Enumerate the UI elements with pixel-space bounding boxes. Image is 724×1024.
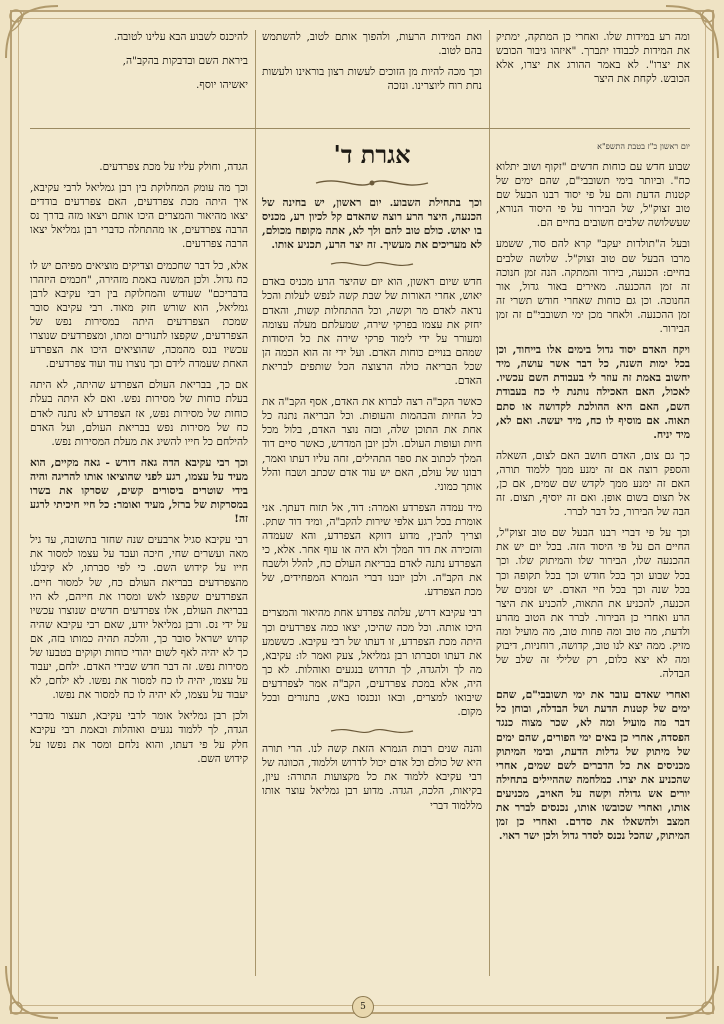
paragraph: ומה רע במידות שלו. ואחרי כן המתקה, ימתיק את המידות לכבודו יתברך. "איזהו גיבור הכובש את יצרו". לא באמר ההורג את יצרו, אלא הכובש. לקחת את היצר — [496, 31, 690, 86]
paragraph-emphasis: וכך בתחילת השבוע. יום ראשון, יש בחינה של הכנעה, היצר הרע רוצה שהאדם קל לכיון רע, מכניס בו יאוש. כולם טוב להם ולך לא, אתה מקופח מכולם, לא מעריכים את מעשיך. זה יצר הרע, תכניע אותו. — [262, 197, 482, 252]
column-middle — [262, 196, 482, 980]
paragraph: כך גם צום, האדם חושב האם לצום, השאלה והספק רוצה אם זה ימנע ממך ללמוד תורה, האם זה ימנע ממך לקדש שם שמים, אם כן, אל תצום בשום אופן. ואם זה יוסיף, תצום. זה הבה של הבירור, כל דבר לברר. — [496, 449, 690, 519]
paragraph: רבי עקיבא דרש, עלתה צפרדע אחת מהיאור והמצרים היכו אותה. וכל מכה שהיכו, יצאו כמה צפרדעים וכך היתה מכת הצפרדע, זו דעתו של רבי עקיבא. כששמע את דעתו וסברתו רבן גמליאל, צעק ואמר לו: עקיבא, מה לך ולהגדה, לך תדרוש בנגעים ואוהלות. לא כך היה, אלא במכת צפרדעים, הקב"ה אמר לצפרדעים שיבואו למצרים, ובאו ונכנסו באש, בתנורים ובכל מקום. — [262, 607, 482, 719]
paragraph: וכך מכה להיות מן הזוכים לעשות רצון בוראינו ולעשות נחת רוח ליוצרינו. ונזכה — [262, 66, 482, 93]
paragraph-emphasis: ויקח האדם יסוד גדול בימים אלו בייחוד, וכן בכל ימות השנה, כל דבר אשר עושה, מיד יחשוב באמת זה עוזר לי בעבודת השם עכשיו. לאכול, האם האכילה נותנת לי כח בעבודת השם, האם היא ההולכת לקדושה או סתם תאוה. אם מוסיף לו כח, מיד יעשה. ואם לא, מיד יניח. — [496, 344, 690, 441]
date-line: יום ראשון כ"ז בטבת התשפ"א — [597, 142, 690, 151]
divider-flourish-icon — [327, 259, 417, 269]
paragraph: אם כך, בבריאת העולם הצפרדע שהיתה, לא היתה בעלת כוחות של מסירות נפש. ואם לא היתה בעלת כוחות של מסירות נפש, אז הצפרדע לא נתנה לאדם כח של מסירות נפש בבריאת העולם, ועל האדם להילחם כל חייו להשיג את מעלת המסירות נפש. — [30, 379, 248, 448]
page-number: 5 — [352, 996, 374, 1018]
paragraph: כאשר הקב"ה רצה לברוא את האדם, אסף הקב"ה את כל החיות והבהמות והעופות. וכל הבריאה נתנה כל אחת את התוכן שלה, ובזה נוצר האדם, בלול מכל חיות ועופות העולם. ולכן יובן המדרש, כאשר סיים דוד המלך לכתוב את ספר התהילים, זחה עליו דעתו ואמר, רבונו של עולם, האם יש עוד אדם שכתב ושבח והלל אותך כמוני. — [262, 396, 482, 493]
signature-name: יאשיהו יוסף. — [196, 79, 248, 92]
column-right-top — [496, 30, 690, 130]
paragraph: ואת המידות הרעות, ולהפוך אותם לטוב, להשתמש בהם לטוב. — [262, 31, 482, 58]
closing-line: להיכנס לשבוע הבא עלינו לטובה. — [113, 31, 248, 43]
section-divider — [30, 128, 690, 129]
paragraph: וכך מה עומק המחלוקת בין רבן גמליאל לרבי עקיבא, איך היתה מכת צפרדעים, האם צפרדעים בודדים יצאו מהיאור והמצרים היכו אותם ויצאו מזה בדרך נס הרבה צפרדעים, או מהתחלה כדברי רבן גמליאל יצאו הרבה צפרדעים. — [30, 182, 248, 251]
column-divider — [489, 30, 490, 976]
paragraph-emphasis: וכך רבי עקיבא הדה גאה דורש - גאה מקיים, הוא מעיד על עצמו, רגע לפני שהוציאו אותו להריגה והיה בידי שוטרים ביסורים קשים, שסרקו את בשרו במסרקות של ברזל, מעיד ואומר: כל חיי חיכיתי לרגע זה! — [30, 456, 248, 526]
divider-flourish-icon — [327, 726, 417, 736]
paragraph: וכך על פי דברי רבנו הבעל שם טוב זצוק"ל, החיים הם על פי היסוד הזה. בכל יום יש את ההכנעה שלו, הבירור שלו והמיתוק שלו. וכך בכל שבוע וכך בכל חודש וכך בכל תקופה וכך בכל שנה וכך בכל חיי האדם. יש זמנים של הכנעה, להכניע את התאוה, להכניע את היצר הרע ואחרי כן הבירור. לברר את הטוב מהרע ולדעת, מה טוב ומה פחות טוב, מה מועיל ומה מזיק. ממה יצא לנו טוב, קדושה, רוחניות, דיבוק ומה לא יצא כלום, רק שלילי זה שלב של הבדלה. — [496, 527, 690, 681]
paragraph: הגדה, וחולק עליו על מכת צפרדעים. — [99, 161, 248, 173]
title-flourish-icon — [312, 176, 432, 190]
paragraph: רבי עקיבא סגיל ארבעים שנה שחזר בתשובה, עד גיל מאה ועשרים שחי, חיכה ועבד על עצמו למסור את חייו על קידוש השם. כי לפי סברתו, לא קיבלנו מהצפרדעים בבריאת העולם כח, של למסור חיים. הצפרדעים שקפצו לאש ומסרו את חייהם, לא היו בבריאת העולם, אלו צפרדעים חדשים שנוצרו עכשיו על ידי נס. ורבן גמליאל יודע, שאם רבי עקיבא שהיה קדוש ישראל סובר כך, והלכה תהיה כמותו בזה, אם כך לא יהיה לאף לשום יהודי כוחות וקוקים בטבעו של מסירות נפש. זה דבר חדש שבידי האדם. ילחם, יעבוד על עצמו, יהיה לו כח למסור את נפשו. לא ילחם, לא יעבוד על עצמו, לא יהיה לו כח למסור את נפשו. — [30, 534, 248, 702]
column-left — [30, 160, 248, 980]
paragraph: חדש שיום ראשון, הוא יום שהיצר הרע מכניס באדם יאוש, אחרי האורות של שבת קשה לנפש לעלות והכל נראה לאדם מר וקשה, וכל ההתחלות קשות, והאדם יחזק את עצמו בפרקי שירה, שמעלתם מעלה עצומה ומעורר על ידי לימוד פרקי שירה את כל היסודות שמהם בנויים כוחות האדם. ועל ידי זה הוא הכמה הן שכל הבריאה כולה הרצוצה הכל שותפים לבריאת האדם. — [262, 276, 482, 388]
column-right — [496, 160, 690, 980]
paragraph: מיד עמדה הצפרדע ואמרה: דוד, אל תזוח דעתך. אני אומרת בכל רגע אלפי שירות להקב"ה, ומיד דוד שתק. וצריך להבין, מדוע דווקא הצפרדע, והא שעמדה והזכירה את דוד המלך ולא היה או עוף אחר. אלא, כי הצפרדע נתנה לאדם בבריאת העולם כח, להלל ולשבח את הקב"ה. ולכן יובנו דברי הגמרא המפחידים, של מכת הצפרדע. — [262, 501, 482, 599]
signature-block — [30, 30, 248, 102]
paragraph: והנה שנים רבות הגמרא הזאת קשה לנו. הרי תורה היא של כולם וכל אדם יכול לדרוש וללמוד, הכוונה של רבי עקיבא ללמוד את כל מקצועות התורה: עיון, בקיאות, הלכה, הגדה. מדוע רבן גמליאל עוצר אותו מללמוד דברי — [262, 743, 482, 812]
paragraph-emphasis: ואחרי שאדם עובר את ימי תשובבי"ם, שהם ימים של קטנות הדעת ושל הבדלה, ובוחן כל דבר מה מועיל ומה לא, שכר מצוה כנגד הפסדה, אחרי כן באים ימי הפורים, שהם ימים של מיתוק של גדלות הדעת, ובימי המיתוק מכניסים את כל הדברים לשם שמים, אחרי שהכניע את יצרו. כמלחמה שההיילים בתחילה יורים אש גדולה וקשה על האויב, מכניעים אותו, ואחרי שכובשו אותו, נכנסים לברר את המצב ולהשאלו את סדרם. ואחרי כן זמן המיתוק, שהכל נכנס לסדר גדול ולכן ישר ראוי. — [496, 689, 690, 843]
paragraph: אלא, כל דבר שחכמים וצדיקים מוציאים מפיהם יש לו כח גדול. ולכן המשנה באמת מזהירה, "חכמים היזהרו בדבריכם" שעודש והמחלוקת בין רבי עקיבא לרבן גמליאל, הוא שורש חזק מאוד. רבי עקיבא סובר שמכת הצפרדעים היתה במסירות נפש של הצפרדעים, שקפצו לתנורים ומתו, ומצפרדעים שנוצרו עכשיו בנס מהמכה, שהוציאים היכו את הצפרדע האחת שעמדה לידם וכך נוצרו עוד ועוד צפרדעים. — [30, 259, 248, 371]
letter-title: אגרת ד' — [333, 140, 411, 169]
paragraph: שבוע חדש עם כוחות חדשים "זקוף ושוב יתלוא כח". וביותר בימי תשובבי"ם, שהם ימים של קטנות הדעת והם על פי יסוד רבנו הבעל שם טוב זצוק"ל, של הבירור על פי היסוד הנורא, שעשלושה שלבים חשובים בחיים הם. — [496, 161, 690, 230]
column-middle-top — [262, 30, 482, 130]
paragraph: ובעל ה"תולדות יעקב" קרא להם סוד, ששמע מרבו הבעל שם טוב זצוק"ל. שלושה שלבים בחיים: הכנעה, בירור והמתקה. הנה זמן חנוכה זה זמן ההכנעה. מאירים באור גדול, אור החנוכה. וכן גם כוחות שאחרי חודש תשרי זה זמן ההכנעה. ולאחר מכן ימי תשובבי"ם זה זמן הבירור. — [496, 238, 690, 336]
paragraph: ולכן רבן גמליאל אומר לרבי עקיבא, תעצור מדברי הגדה, לך ללמוד נגעים ואוהלות ובאמת רבי עקיבא חלק על פי דעתו, והוא נלחם ומסר את נפשו על קידוש השם. — [30, 710, 248, 765]
closing-blessing: ביראת השם ובדבקות בהקב"ה, — [122, 55, 248, 68]
column-divider — [255, 30, 256, 976]
